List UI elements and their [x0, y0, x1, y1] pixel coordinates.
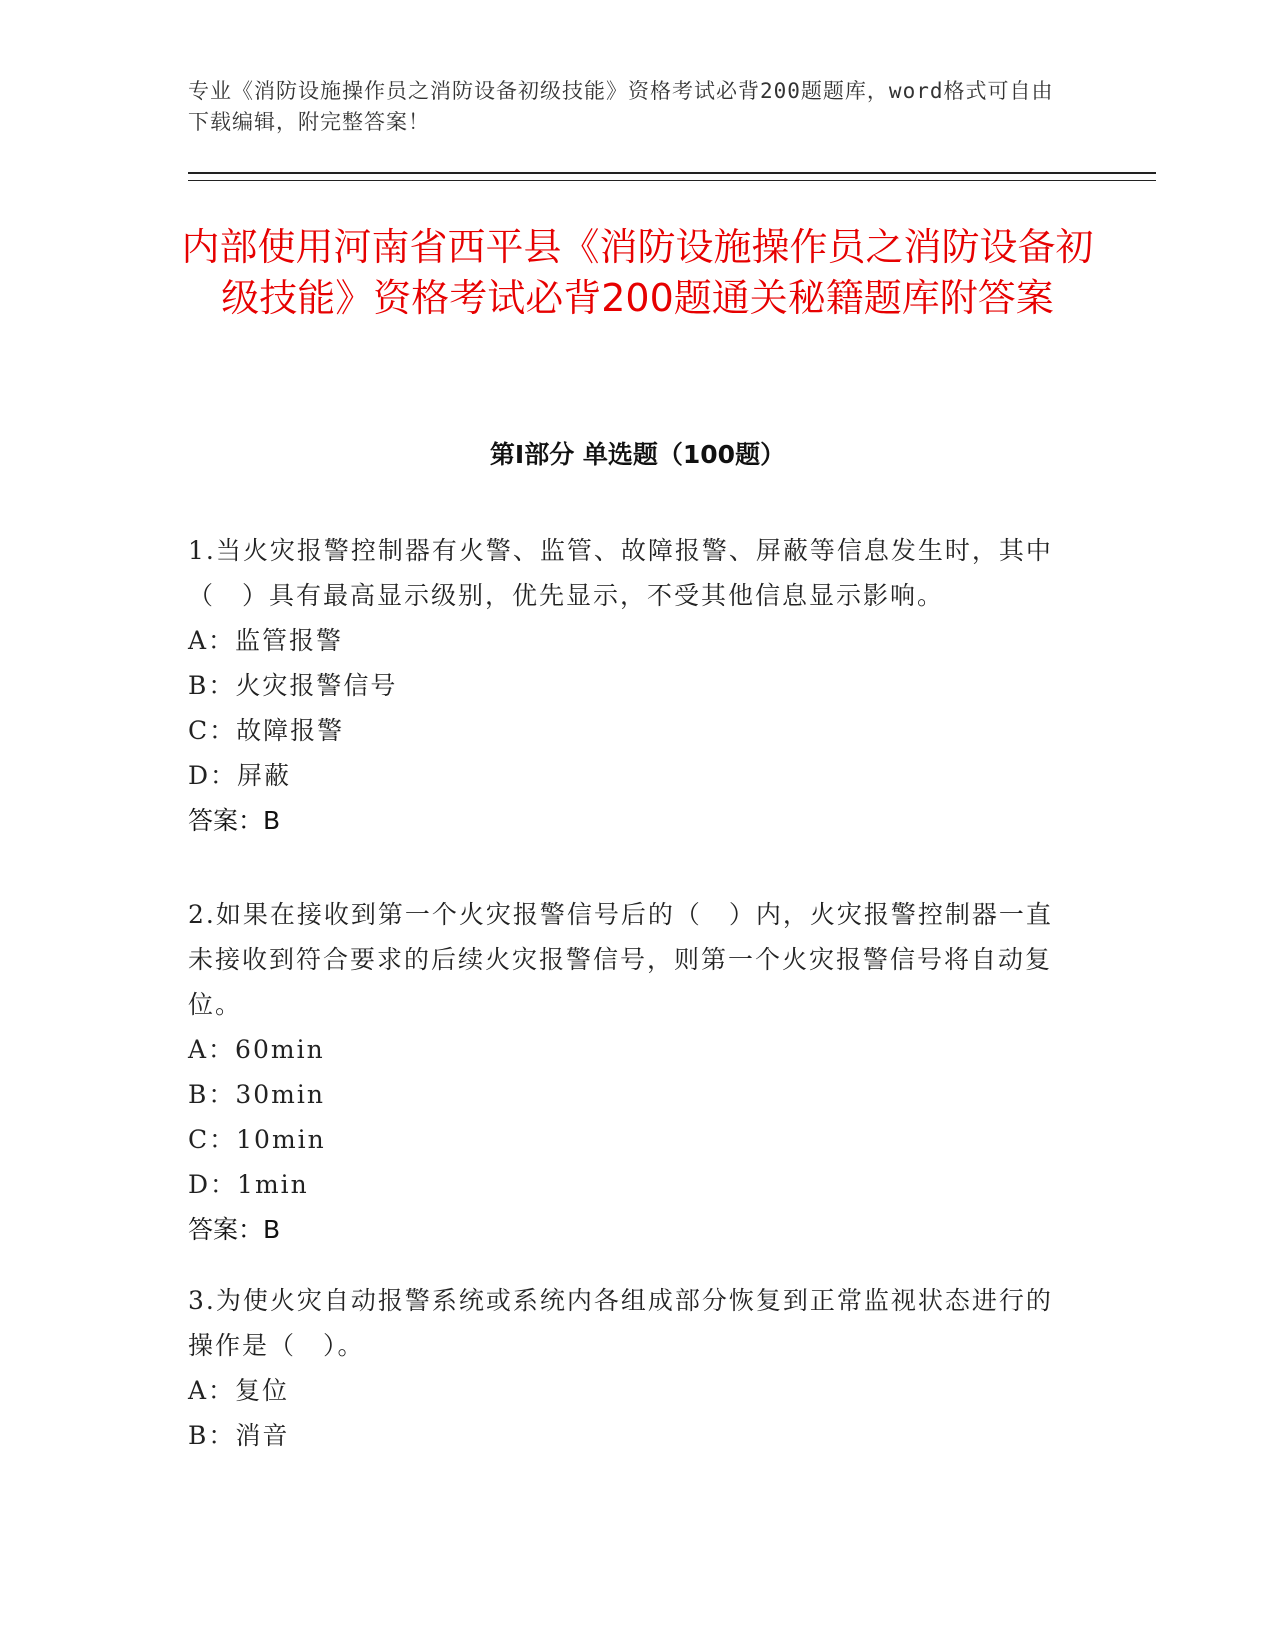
answer: 答案：B [188, 806, 281, 835]
question-2 [188, 892, 1073, 1252]
question-stem: 1.当火灾报警控制器有火警、监管、故障报警、屏蔽等信息发生时，其中（ ）具有最高显示级别，优先显示，不受其他信息显示影响。 [188, 536, 1053, 610]
section-title: 第I部分 单选题（100题） [489, 440, 786, 469]
option-b: B：30min [188, 1080, 325, 1109]
header-divider-thick [188, 172, 1156, 174]
header-divider-thin [188, 180, 1156, 181]
option-d: D：1min [188, 1170, 309, 1199]
header-note: 专业《消防设施操作员之消防设备初级技能》资格考试必背200题题库，word格式可自由下载编辑，附完整答案！ [188, 79, 1054, 134]
option-c: C：10min [188, 1125, 326, 1154]
option-c: C：故障报警 [188, 716, 345, 745]
option-b: B：消音 [188, 1421, 290, 1450]
question-stem: 3.为使火灾自动报警系统或系统内各组成部分恢复到正常监视状态进行的操作是（ ）。 [188, 1286, 1053, 1360]
option-b: B：火灾报警信号 [188, 671, 398, 700]
question-stem: 2.如果在接收到第一个火灾报警信号后的（ ）内，火灾报警控制器一直未接收到符合要求的后续火灾报警信号，则第一个火灾报警信号将自动复位。 [188, 900, 1053, 1019]
answer: 答案：B [188, 1215, 281, 1244]
question-3 [188, 1278, 1073, 1458]
option-a: A：60min [188, 1035, 325, 1064]
question-1 [188, 528, 1073, 843]
option-d: D：屏蔽 [188, 761, 292, 790]
document-title: 内部使用河南省西平县《消防设施操作员之消防设备初级技能》资格考试必背200题通关秘籍题库附答案 [181, 225, 1094, 320]
option-a: A：监管报警 [188, 626, 344, 655]
option-a: A：复位 [188, 1376, 290, 1405]
